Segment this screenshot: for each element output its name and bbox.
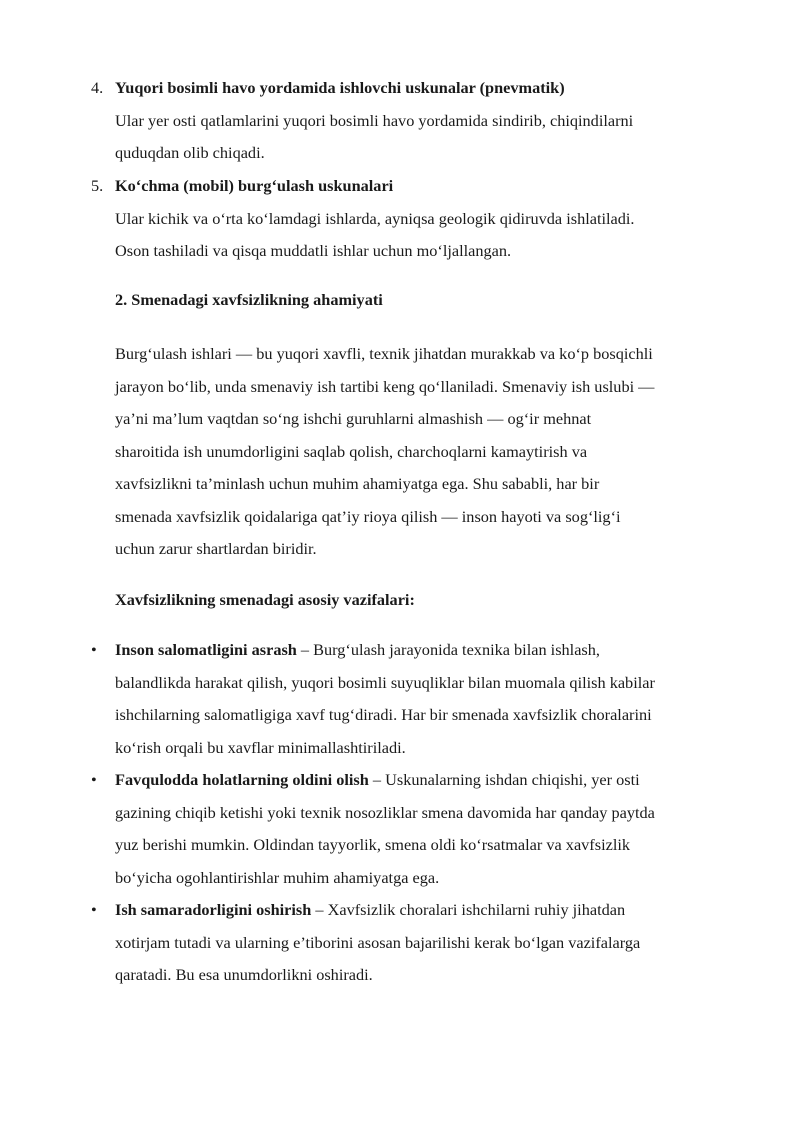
bullet-title: Favqulodda holatlarning oldini olish: [115, 770, 369, 789]
section-paragraph: [91, 338, 751, 566]
paragraph-line: ya’ni ma’lum vaqtdan so‘ng ishchi guruhlarni almashish — og‘ir mehnat: [115, 409, 592, 428]
section-subheading: Xavfsizlikning smenadagi asosiy vazifalari:: [115, 590, 415, 609]
list-item-text-line: Ular kichik va o‘rta ko‘lamdagi ishlarda, ayniqsa geologik qidiruvda ishlatiladi.: [115, 208, 635, 228]
numbered-list-item: [91, 72, 751, 170]
bullet-text-line: yuz berishi mumkin. Oldindan tayyorlik, smena oldi ko‘rsatmalar va xavfsizlik: [115, 835, 631, 854]
paragraph-line: xavfsizlikni ta’minlash uchun muhim ahamiyatga ega. Shu sababli, har bir: [115, 474, 600, 493]
list-item-text-line: Ular yer osti qatlamlarini yuqori bosimli havo yordamida sindirib, chiqindilarni: [115, 110, 634, 130]
list-number: 4.: [91, 78, 104, 97]
bullet-marker: •: [91, 770, 97, 789]
list-item-title: Ko‘chma (mobil) burg‘ulash uskunalari: [115, 176, 394, 195]
list-item-text-line: quduqdan olib chiqadi.: [115, 143, 265, 162]
numbered-list-item: [91, 170, 751, 268]
paragraph-line: jarayon bo‘lib, unda smenaviy ish tartibi keng qo‘llaniladi. Smenaviy ish uslubi —: [115, 376, 655, 396]
bullet-marker: •: [91, 900, 97, 919]
bullet-title: Inson salomatligini asrash: [115, 640, 297, 659]
bullet-list-item: [91, 894, 751, 992]
paragraph-line: Burg‘ulash ishlari — bu yuqori xavfli, texnik jihatdan murakkab va ko‘p bosqichli: [115, 344, 653, 363]
bullet-list-item: [91, 634, 751, 764]
bullet-title: Ish samaradorligini oshirish: [115, 900, 312, 919]
list-item-text-line: Oson tashiladi va qisqa muddatli ishlar uchun mo‘ljallangan.: [115, 241, 512, 260]
bullet-list-item: [91, 764, 751, 894]
paragraph-line: uchun zarur shartlardan biridir.: [115, 539, 317, 558]
bullet-text: – Xavfsizlik choralari ishchilarni ruhiy jihatdan: [311, 900, 626, 919]
bullet-text-line: ko‘rish orqali bu xavflar minimallashtiriladi.: [115, 737, 406, 757]
bullet-text-line: xotirjam tutadi va ularning e’tiborini asosan bajarilishi kerak bo‘lgan vazifalarga: [115, 932, 641, 952]
section-heading: 2. Smenadagi xavfsizlikning ahamiyati: [115, 290, 383, 309]
bullet-text: – Burg‘ulash jarayonida texnika bilan ishlash,: [296, 640, 600, 659]
bullet-text-line: balandlikda harakat qilish, yuqori bosimli suyuqliklar bilan muomala qilish kabilar: [115, 672, 655, 692]
bullet-text-line: qaratadi. Bu esa unumdorlikni oshiradi.: [115, 965, 373, 984]
bullet-text-line: bo‘yicha ogohlantirishlar muhim ahamiyatga ega.: [115, 867, 440, 887]
paragraph-line: smenada xavfsizlik qoidalariga qat’iy rioya qilish — inson hayoti va sog‘lig‘i: [115, 506, 621, 526]
bullet-text-line: gazining chiqib ketishi yoki texnik nosozliklar smena davomida har qanday paytda: [115, 802, 655, 822]
bullet-text-line: ishchilarning salomatligiga xavf tug‘diradi. Har bir smenada xavfsizlik choralarini: [115, 705, 652, 724]
paragraph-line: sharoitida ish unumdorligini saqlab qolish, charchoqlarni kamaytirish va: [115, 441, 588, 461]
bullet-marker: •: [91, 640, 97, 659]
list-item-title: Yuqori bosimli havo yordamida ishlovchi uskunalar (pnevmatik): [115, 78, 565, 97]
list-number: 5.: [91, 176, 104, 195]
bullet-text: – Uskunalarning ishdan chiqishi, yer osti: [368, 770, 640, 789]
